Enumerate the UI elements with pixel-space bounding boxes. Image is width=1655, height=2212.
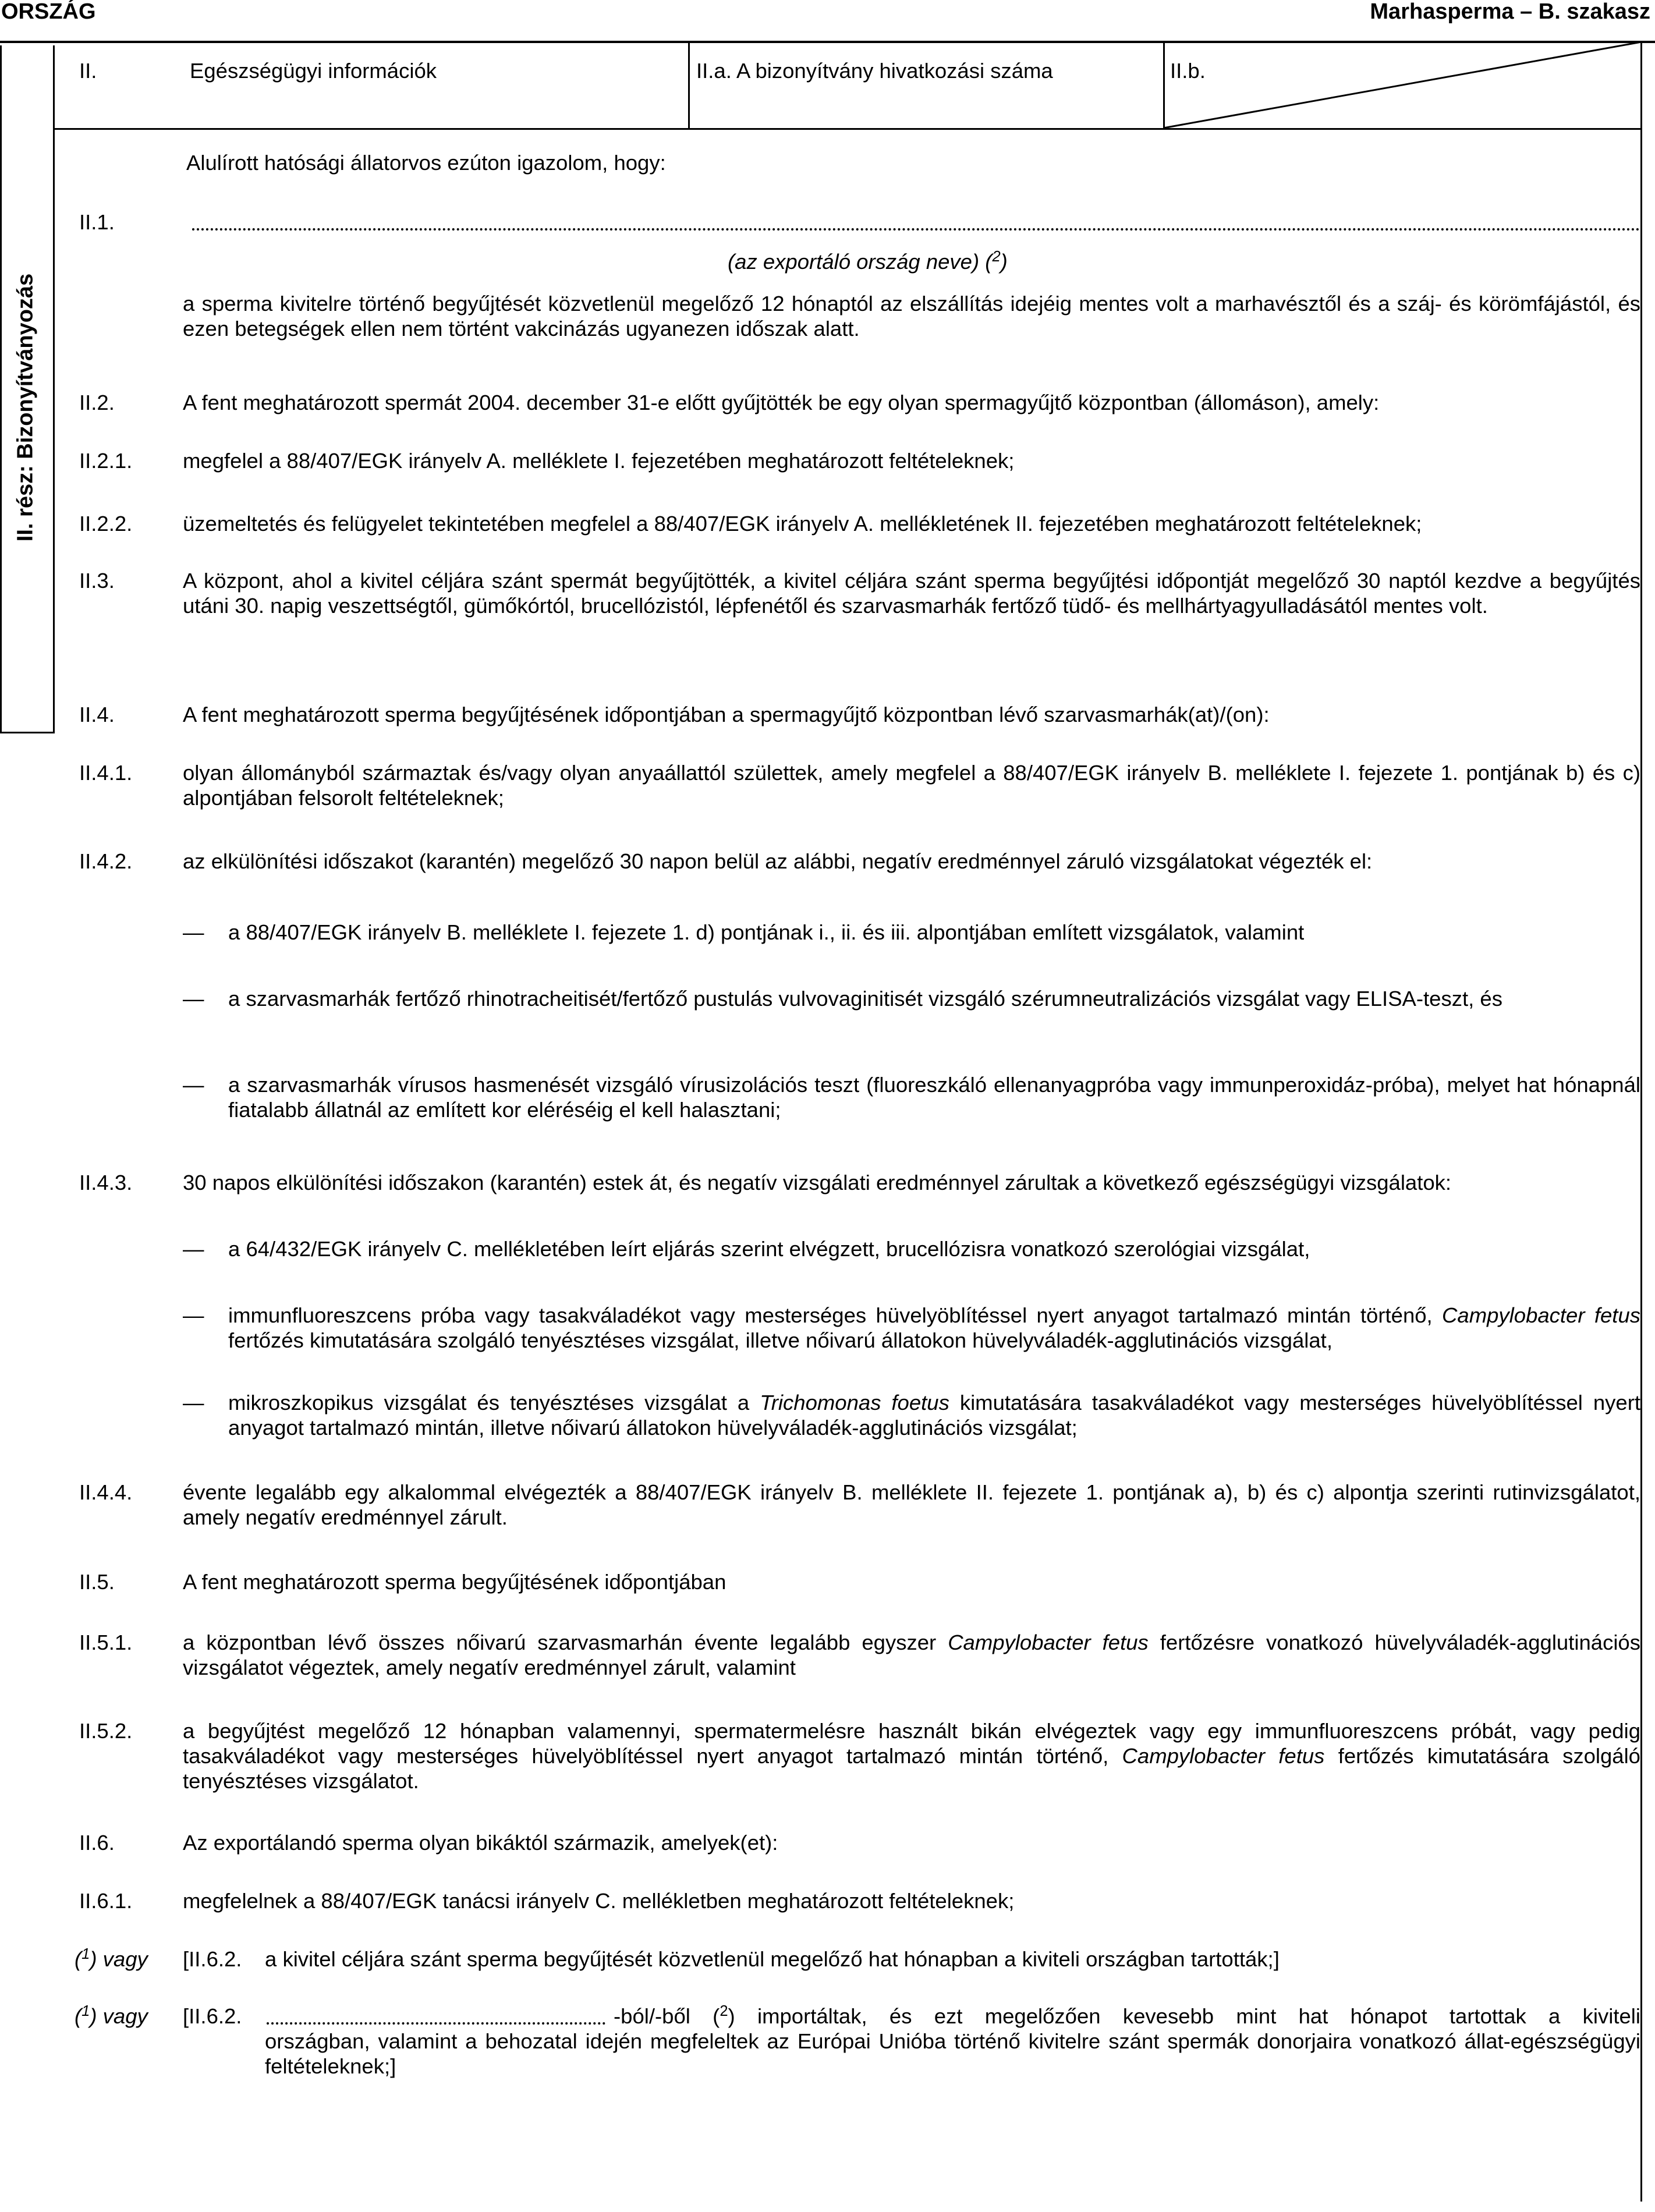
option-label: ($^1$) vagy [75, 1945, 148, 1971]
bullet-text: mikroszkopikus vizsgálat és tenyésztéses vizsgálat a Trichomonas foetus kimutatására tasakváladékot vagy mesterséges hüvelyöblítéssel nyert anyagot tartalmazó mintán, illetve nőivarú állatokon hüvelyváladék-agglutinációs vizsgálat; [228, 1391, 1640, 1440]
origin-country-field[interactable] [267, 2022, 605, 2025]
item-number: [II.6.2. [183, 1947, 242, 1971]
country-header: ORSZÁG [1, 0, 96, 24]
item-number: II.6. [79, 1831, 115, 1855]
item-number: II.3. [79, 569, 115, 593]
dash-bullet: — [183, 1391, 204, 1415]
health-info-title: Egészségügyi információk [190, 59, 437, 83]
paragraph: 30 napos elkülönítési időszakon (karantén) estek át, és negatív vizsgálati eredménnyel zárultak a következő egészségügyi vizsgálatok: [183, 1171, 1452, 1194]
paragraph: az elkülönítési időszakot (karantén) megelőző 30 napon belül az alábbi, negatív eredménnyel záruló vizsgálatokat végezték el: [183, 849, 1373, 873]
paragraph: Az exportálandó sperma olyan bikáktól származik, amelyek(et): [183, 1831, 778, 1855]
item-number: II.6.1. [79, 1889, 133, 1913]
item-number: II.5.2. [79, 1719, 133, 1743]
dash-bullet: — [183, 1237, 204, 1261]
item-number: II.2.1. [79, 449, 133, 473]
item-number: II.4.2. [79, 849, 133, 873]
bullet-text: a szarvasmarhák fertőző rhinotracheitisét/fertőző pustulás vulvovaginitisét vizsgáló szérumneutralizációs vizsgálat vagy ELISA-teszt, és [228, 987, 1502, 1011]
paragraph: a központban lévő összes nőivarú szarvasmarhán évente legalább egyszer Campylobacter fetus fertőzésre vonatkozó hüvelyváladék-agglutinációs vizsgálatot végeztek, amely negatív eredménnyel zárult, valamint [183, 1630, 1640, 1679]
item-number: [II.6.2. [183, 2004, 242, 2028]
intro-statement: Alulírott hatósági állatorvos ezúton igazolom, hogy: [186, 151, 666, 175]
table-divider-1 [688, 42, 690, 128]
paragraph: évente legalább egy alkalommal elvégezték a 88/407/EGK irányelv B. melléklete II. fejezete 1. pontjának a), b) és c) alpontja szerinti rutinvizsgálatot, amely negatív eredménnyel zárult. [183, 1480, 1640, 1529]
right-border [1640, 42, 1642, 2202]
item-number: II.4.4. [79, 1480, 133, 1504]
item-number: II.4.3. [79, 1171, 133, 1194]
paragraph: a begyűjtést megelőző 12 hónapban valamennyi, spermatermelésre használt bikán elvégeztek vagy egy immunfluoreszcens próbát, vagy pedig tasakváladékot vagy mesterséges hüvelyöblítéssel nyert anyagot tartalmazó mintán történő, Campylobacter fetus fertőzés kimutatására szolgáló tenyésztéses vizsgálatot. [183, 1719, 1640, 1793]
paragraph: A fent meghatározott sperma begyűjtésének időpontjában [183, 1570, 727, 1594]
certificate-reference-label: II.a. A bizonyítvány hivatkozási száma [696, 59, 1053, 83]
dash-bullet: — [183, 920, 204, 944]
paragraph: olyan állományból származtak és/vagy olyan anyaállattól születtek, amely megfelel a 88/407/EGK irányelv B. melléklete I. fejezete 1. pontjának b) és c) alpontjában felsorolt feltételeknek; [183, 761, 1640, 810]
section-number: II. [79, 59, 97, 83]
bullet-text: a 88/407/EGK irányelv B. melléklete I. fejezete 1. d) pontjának i., ii. és iii. alpontjában említett vizsgálatok, valamint [228, 920, 1305, 944]
country-caption: (az exportáló ország neve) ($^2$) [728, 248, 1008, 274]
item-number: II.4. [79, 703, 115, 726]
bullet-text: immunfluoreszcens próba vagy tasakváladékot vagy mesterséges hüvelyöblítéssel nyert anyagot tartalmazó mintán történő, Campylobacter fetus fertőzés kimutatására szolgáló tenyésztéses vizsgálat, illetve nőivarú állatokon hüvelyváladék-agglutinációs vizsgálat, [228, 1303, 1640, 1352]
paragraph: megfelelnek a 88/407/EGK tanácsi irányelv C. mellékletben meghatározott feltételeknek; [183, 1889, 1015, 1913]
paragraph: országban, valamint a behozatal idején megfeleltek az Európai Unióba történő kivitelre szánt spermák donorjaira vonatkozó állat-egészségügyi feltételeknek;] [265, 2029, 1640, 2078]
paragraph: a kivitel céljára szánt sperma begyűjtését közvetlenül megelőző hat hónapban a kiviteli országban tartották;] [265, 1947, 1280, 1971]
diagonal-line [1163, 42, 1642, 129]
item-number: II.5.1. [79, 1630, 133, 1654]
country-name-field[interactable] [192, 228, 1640, 231]
section-header: Marhasperma – B. szakasz [1370, 0, 1650, 24]
field-iib-label: II.b. [1170, 59, 1206, 83]
paragraph: -ból/-ből ($^2$) importáltak, és ezt megelőzően kevesebb mint hat hónapot tartottak a kiviteli [614, 2002, 1640, 2028]
side-label: II. rész: Bizonyítványozás [13, 273, 38, 542]
paragraph: A fent meghatározott sperma begyűjtésének időpontjában a spermagyűjtő központban lévő szarvasmarhák(at)/(on): [183, 703, 1270, 726]
paragraph: A fent meghatározott spermát 2004. december 31-e előtt gyűjtötték be egy olyan spermagyűjtő központban (állomáson), amely: [183, 391, 1380, 414]
dash-bullet: — [183, 1303, 204, 1327]
paragraph: a sperma kivitelre történő begyűjtését közvetlenül megelőző 12 hónaptól az elszállítás idejéig mentes volt a marhavésztől és a száj- és körömfájástól, és ezen betegségek ellen nem történt vakcinázás ugyanezen időszak alatt. [183, 292, 1640, 341]
bullet-text: a szarvasmarhák vírusos hasmenését vizsgáló vírusizolációs teszt (fluoreszkáló ellenanyagpróba vagy immunperoxidáz-próba), melyet hat hónapnál fiatalabb állatnál az említett kor eléréséig el kell halasztani; [228, 1073, 1640, 1122]
paragraph: üzemeltetés és felügyelet tekintetében megfelel a 88/407/EGK irányelv A. mellékletének II. fejezetében meghatározott feltételeknek; [183, 512, 1422, 536]
bullet-text: a 64/432/EGK irányelv C. mellékletében leírt eljárás szerint elvégzett, brucellózisra vonatkozó szerológiai vizsgálat, [228, 1237, 1310, 1261]
item-number: II.2.2. [79, 512, 133, 536]
dash-bullet: — [183, 1073, 204, 1097]
item-number: II.4.1. [79, 761, 133, 785]
item-number: II.2. [79, 391, 115, 414]
dash-bullet: — [183, 987, 204, 1011]
item-number: II.1. [79, 210, 115, 234]
option-label: ($^1$) vagy [75, 2002, 148, 2028]
item-number: II.5. [79, 1570, 115, 1594]
paragraph: A központ, ahol a kivitel céljára szánt spermát begyűjtötték, a kivitel céljára szánt sperma begyűjtési időpontját megelőző 30 naptól kezdve a begyűjtés utáni 30. napig veszettségtől, gümőkórtól, brucellózistól, lépfenétől és szarvasmarhák fertőző tüdő- és mellhártyagyulladásától mentes volt. [183, 569, 1640, 618]
paragraph: megfelel a 88/407/EGK irányelv A. melléklete I. fejezetében meghatározott feltételeknek; [183, 449, 1015, 473]
